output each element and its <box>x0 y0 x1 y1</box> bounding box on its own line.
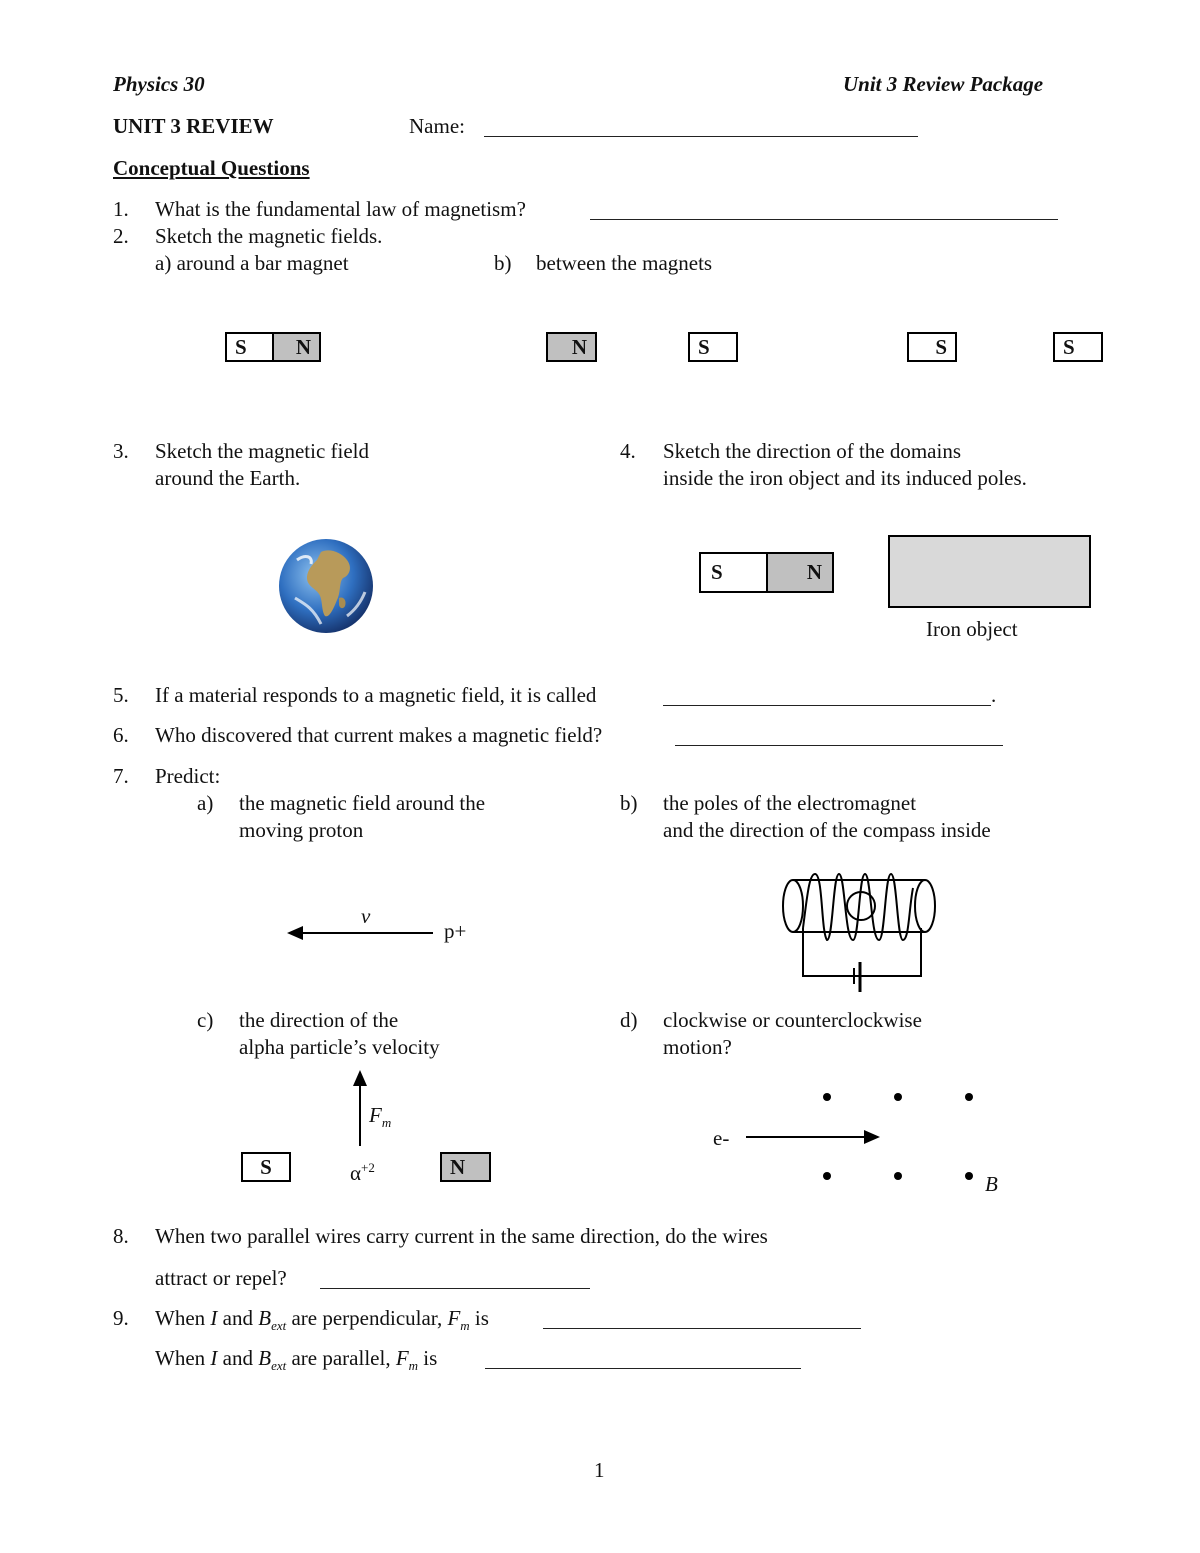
magnet-south-pole: S <box>227 334 272 360</box>
q1-answer-field[interactable] <box>590 219 1058 220</box>
q5-number: 5. <box>113 683 129 707</box>
magnet-south-3 <box>1053 332 1103 362</box>
magnet-north-pole: N <box>548 334 595 360</box>
velocity-arrow <box>287 924 435 942</box>
magnet-south-q7c <box>241 1152 291 1182</box>
bar-magnet-q4 <box>699 552 834 593</box>
q7-text: Predict: <box>155 764 221 788</box>
q6-answer-field[interactable] <box>675 745 1003 746</box>
name-label: Name: <box>409 114 465 138</box>
magnetic-field-label: B <box>985 1172 998 1196</box>
q7a-number: a) <box>197 791 214 815</box>
q7b-number: b) <box>620 791 638 815</box>
q7a-line2: moving proton <box>239 818 364 842</box>
bar-magnet <box>225 332 321 362</box>
electron-velocity-arrow <box>746 1129 880 1145</box>
q3-line1: Sketch the magnetic field <box>155 439 370 463</box>
page-number: 1 <box>594 1458 605 1482</box>
q2b-number: b) <box>494 251 512 275</box>
magnet-north-pole: N <box>766 554 833 591</box>
magnet-south-1 <box>688 332 738 362</box>
q9-number: 9. <box>113 1306 129 1330</box>
magnet-north-pole: N <box>272 334 319 360</box>
magnet-north-pole: N <box>442 1154 489 1180</box>
q8-answer-field[interactable] <box>320 1288 590 1289</box>
q5-text: If a material responds to a magnetic field, it is called <box>155 683 597 707</box>
q8-number: 8. <box>113 1224 129 1248</box>
q4-line2: inside the iron object and its induced poles. <box>663 466 1027 490</box>
velocity-label: v <box>361 904 371 928</box>
q2-number: 2. <box>113 224 129 248</box>
magnet-south-pole: S <box>701 554 766 591</box>
course-title: Physics 30 <box>113 72 205 96</box>
magnet-south-2 <box>907 332 957 362</box>
q3-line2: around the Earth. <box>155 466 301 490</box>
q1-number: 1. <box>113 197 129 221</box>
q9-parallel-answer-field[interactable] <box>485 1368 801 1369</box>
q9-line2: When I and $B_{ext}$ are parallel, $F_m$ is <box>155 1346 438 1374</box>
proton-label: p+ <box>444 919 467 943</box>
electromagnet-diagram <box>779 868 939 994</box>
q7c-line1: the direction of the <box>239 1008 399 1032</box>
q9-perpendicular-answer-field[interactable] <box>543 1328 861 1329</box>
q4-number: 4. <box>620 439 636 463</box>
electron-label: e- <box>713 1126 730 1150</box>
magnet-south-pole: S <box>690 334 736 360</box>
q7d-line1: clockwise or counterclockwise <box>663 1008 922 1032</box>
section-heading: Conceptual Questions <box>113 156 310 180</box>
magnet-south-pole: S <box>243 1154 289 1180</box>
q3-number: 3. <box>113 439 129 463</box>
q5-answer-field[interactable] <box>663 705 991 706</box>
q1-text: What is the fundamental law of magnetism? <box>155 197 526 221</box>
name-field[interactable] <box>484 136 918 137</box>
q5-period: . <box>991 683 997 707</box>
alpha-particle-label: $\alpha^{+2}$ <box>350 1160 375 1185</box>
magnetic-force-label: $F_m$ <box>369 1103 392 1131</box>
q4-line1: Sketch the direction of the domains <box>663 439 962 463</box>
iron-object-label: Iron object <box>926 617 1018 641</box>
q7-number: 7. <box>113 764 129 788</box>
q6-text: Who discovered that current makes a magnetic field? <box>155 723 603 747</box>
iron-object <box>888 535 1091 608</box>
magnet-south-pole: S <box>1055 334 1101 360</box>
q6-number: 6. <box>113 723 129 747</box>
earth-image <box>277 538 375 634</box>
q7c-line2: alpha particle’s velocity <box>239 1035 440 1059</box>
magnetic-force-arrow <box>351 1070 369 1148</box>
q7b-line2: and the direction of the compass inside <box>663 818 991 842</box>
q7a-line1: the magnetic field around the <box>239 791 486 815</box>
q8-line2: attract or repel? <box>155 1266 287 1290</box>
q2b-text: between the magnets <box>536 251 713 275</box>
q7d-number: d) <box>620 1008 638 1032</box>
q7c-number: c) <box>197 1008 214 1032</box>
page-title: UNIT 3 REVIEW <box>113 114 274 138</box>
q8-line1: When two parallel wires carry current in the same direction, do the wires <box>155 1224 768 1248</box>
q7b-line1: the poles of the electromagnet <box>663 791 917 815</box>
magnet-south-pole: S <box>909 334 955 360</box>
q2-text: Sketch the magnetic fields. <box>155 224 383 248</box>
package-title: Unit 3 Review Package <box>843 72 1044 96</box>
q2a-text: a) around a bar magnet <box>155 251 349 275</box>
q9-line1: When I and $B_{ext}$ are perpendicular, $F_m$ is <box>155 1306 489 1334</box>
magnet-north-q7c <box>440 1152 491 1182</box>
q7d-line2: motion? <box>663 1035 732 1059</box>
magnet-north-1 <box>546 332 597 362</box>
